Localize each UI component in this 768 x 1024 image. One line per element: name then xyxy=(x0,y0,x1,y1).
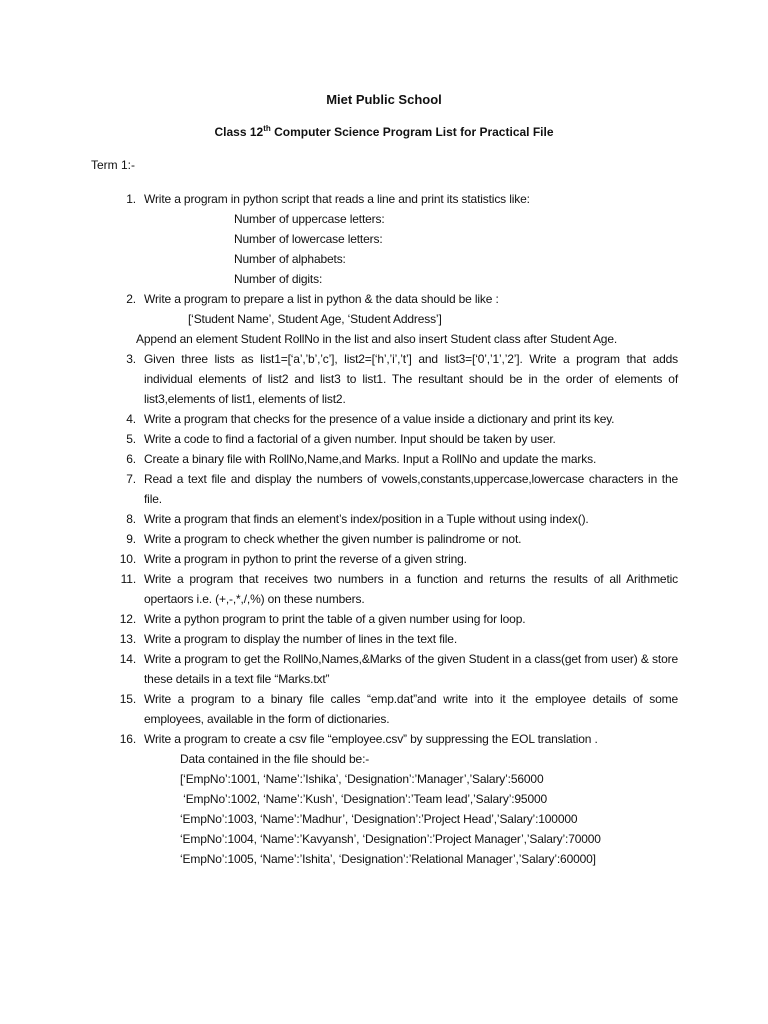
csv-data-line: ‘EmpNo’:1005, ‘Name’:’Ishita’, ‘Designation’:’Relational Manager’,’Salary’:60000] xyxy=(180,852,596,866)
list-item-number: 6. xyxy=(126,452,136,466)
csv-data-line: [‘EmpNo’:1001, ‘Name’:’Ishika’, ‘Designation’:’Manager’,’Salary’:56000 xyxy=(180,772,544,786)
list-item-content xyxy=(144,609,678,629)
list-item-number: 12. xyxy=(119,612,136,626)
list-item-content xyxy=(144,729,678,869)
list-item-content xyxy=(144,429,678,449)
list-item-subline: Number of alphabets: xyxy=(234,252,346,266)
list-item xyxy=(108,469,678,509)
list-item-text: Write a program to prepare a list in python & the data should be like : xyxy=(144,292,499,306)
list-item-text: Write a python program to print the table of a given number using for loop. xyxy=(144,612,526,626)
csv-data-line: ‘EmpNo’:1003, ‘Name’:’Madhur’, ‘Designation’:’Project Head’,’Salary’:100000 xyxy=(180,812,578,826)
list-item-content xyxy=(144,469,678,509)
list-item-text: Write a program to create a csv file “employee.csv” by suppressing the EOL translation . xyxy=(144,732,598,746)
csv-data-line: Data contained in the file should be:- xyxy=(180,752,370,766)
list-item-text: Write a program that finds an element’s index/position in a Tuple without using index(). xyxy=(144,512,589,526)
list-item-content xyxy=(144,629,678,649)
csv-data-line: ‘EmpNo’:1004, ‘Name’:’Kavyansh’, ‘Designation’:’Project Manager’,’Salary’:70000 xyxy=(180,832,601,846)
list-item-number: 15. xyxy=(119,692,136,706)
term-heading: Term 1:- xyxy=(91,158,136,172)
list-item-number: 7. xyxy=(126,472,136,486)
program-list xyxy=(108,189,678,869)
title-rest: Computer Science Program List for Practical File xyxy=(270,125,554,139)
list-item-text: Read a text file and display the numbers of vowels,constants,uppercase,lowercase characters in the file. xyxy=(144,472,678,506)
list-item-content xyxy=(144,189,678,289)
list-item-number: 13. xyxy=(119,632,136,646)
list-item xyxy=(108,629,678,649)
list-item-number: 11. xyxy=(120,572,136,586)
list-item-content xyxy=(144,689,678,729)
list-item xyxy=(108,549,678,569)
list-item-content xyxy=(144,569,678,609)
title-class: Class 12 xyxy=(214,125,264,139)
list-item-number: 16. xyxy=(119,732,136,746)
list-item-content xyxy=(144,349,678,409)
list-item-content xyxy=(144,509,678,529)
list-item-number: 2. xyxy=(126,292,136,306)
list-item xyxy=(108,689,678,729)
list-item-content xyxy=(144,649,678,689)
list-item-number: 4. xyxy=(126,412,136,426)
list-item-number: 9. xyxy=(126,532,136,546)
list-item-number: 10. xyxy=(119,552,136,566)
list-item-content xyxy=(144,449,678,469)
list-item xyxy=(108,289,678,349)
list-item xyxy=(108,529,678,549)
list-item-subline: Number of uppercase letters: xyxy=(234,212,385,226)
list-item-text: Write a program to check whether the given number is palindrome or not. xyxy=(144,532,522,546)
list-item xyxy=(108,649,678,689)
list-item xyxy=(108,189,678,289)
list-item xyxy=(108,409,678,429)
list-item-subline: Number of lowercase letters: xyxy=(234,232,383,246)
list-item xyxy=(108,349,678,409)
document-title xyxy=(0,124,768,139)
list-item-subline: Number of digits: xyxy=(234,272,323,286)
list-item-content xyxy=(144,409,678,429)
list-item-text: Write a program in python script that reads a line and print its statistics like: xyxy=(144,192,530,206)
list-item-text: Write a program that receives two numbers in a function and returns the results of all Arithmetic opertaors i.e. (+,-,*,/,%) on these numbers. xyxy=(144,572,678,606)
list-item-subline: [‘Student Name’, Student Age, ‘Student Address’] xyxy=(188,312,442,326)
list-item xyxy=(108,449,678,469)
list-item-number: 8. xyxy=(126,512,136,526)
list-item-text: Write a code to find a factorial of a given number. Input should be taken by user. xyxy=(144,432,556,446)
list-item-text: Given three lists as list1=[‘a’,’b’,’c’], list2=[‘h’,’i’,’t’] and list3=[‘0’,’1’,’2’]. Write a program that adds individual elements of list2 and list3 to list1. The resultant should be in the order of elements of list3,elements of list1, elements of list2. xyxy=(144,352,678,406)
list-item-number: 1. xyxy=(126,192,136,206)
list-item xyxy=(108,429,678,449)
list-item-number: 3. xyxy=(126,352,136,366)
list-item-text: Create a binary file with RollNo,Name,and Marks. Input a RollNo and update the marks. xyxy=(144,452,597,466)
list-item-text: Write a program to display the number of lines in the text file. xyxy=(144,632,457,646)
csv-data-line: ‘EmpNo’:1002, ‘Name’:’Kush’, ‘Designation’:’Team lead’,’Salary’:95000 xyxy=(180,792,548,806)
list-item-text: Write a program in python to print the reverse of a given string. xyxy=(144,552,467,566)
list-item-text: Write a program to get the RollNo,Names,&Marks of the given Student in a class(get from user) & store these details in a text file “Marks.txt” xyxy=(144,652,678,686)
list-item xyxy=(108,609,678,629)
list-item-text: Write a program that checks for the presence of a value inside a dictionary and print its key. xyxy=(144,412,615,426)
title-superscript: th xyxy=(263,124,271,133)
list-item xyxy=(108,569,678,609)
list-item-number: 5. xyxy=(126,432,136,446)
list-item xyxy=(108,729,678,869)
list-item-text: Write a program to a binary file calles “emp.dat”and write into it the employee details of some employees, available in the form of dictionaries. xyxy=(144,692,678,726)
school-name: Miet Public School xyxy=(326,92,442,107)
list-item-content xyxy=(136,289,678,349)
list-item-content xyxy=(144,549,678,569)
list-item-content xyxy=(144,529,678,549)
list-item-number: 14. xyxy=(119,652,136,666)
list-item xyxy=(108,509,678,529)
list-item-continuation: Append an element Student RollNo in the list and also insert Student class after Student Age. xyxy=(136,332,618,346)
csv-data-block xyxy=(144,749,678,869)
